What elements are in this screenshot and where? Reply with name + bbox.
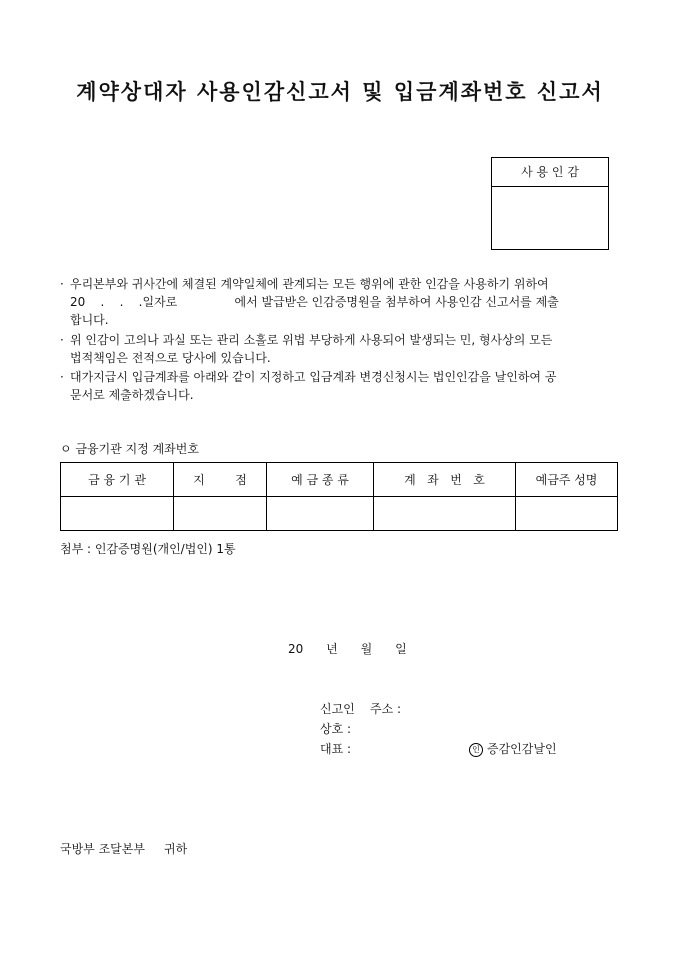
reporter-address-label: 신고인 주소 : <box>320 702 402 716</box>
addressee: 국방부 조달본부 귀하 <box>60 842 188 856</box>
paragraph-3-line-2: 문서로 제출하겠습니다. <box>70 388 194 402</box>
paragraph-1-text-1: 우리본부와 귀사간에 체결된 계약일체에 관계되는 모든 행위에 관한 인감을 사용하기 위하여 <box>70 277 549 291</box>
deposit-type-cell[interactable] <box>267 497 374 531</box>
paragraph-3 <box>60 368 620 404</box>
account-section-label: ㅇ 금융기관 지정 계좌번호 <box>60 442 199 456</box>
seal-mark-icon: 인 <box>469 743 483 757</box>
document-title: 계약상대자 사용인감신고서 및 입금계좌번호 신고서 <box>76 79 604 104</box>
paragraph-1-line-2: 20 . . .일자로 에서 발급받은 인감증명원을 첨부하여 사용인감 신고서를 제출 <box>70 295 559 309</box>
account-table-input-row <box>61 497 618 531</box>
branch-cell[interactable] <box>174 497 267 531</box>
paragraph-3-text-1: 대가지급시 입금계좌를 아래와 같이 지정하고 입금계좌 변경신청시는 법인인감을 날인하여 공 <box>70 370 557 384</box>
paragraph-2-text-1: 위 인감이 고의나 과실 또는 관리 소홀로 위법 부당하게 사용되어 발생되는 민, 형사상의 모든 <box>70 333 553 347</box>
representative-label: 대표 : <box>320 742 352 756</box>
paragraph-2-line-1 <box>60 331 620 349</box>
paragraph-1 <box>60 275 620 329</box>
header-bank: 금 융 기 관 <box>61 463 174 497</box>
paragraph-1-line-3: 합니다. <box>70 313 109 327</box>
seal-box <box>491 157 609 250</box>
stamp-note <box>469 740 557 757</box>
company-name-label: 상호 : <box>320 722 352 736</box>
date-line: 20 년 월 일 <box>288 642 407 656</box>
stamp-text: 증감인감날인 <box>487 742 557 756</box>
paragraph-2 <box>60 331 620 367</box>
bullet-mark: · <box>60 333 64 347</box>
account-table <box>60 462 618 531</box>
paragraph-2-line-2: 법적책임은 전적으로 당사에 있습니다. <box>70 351 271 365</box>
account-table-header-row <box>61 463 618 497</box>
bullet-mark: · <box>60 277 64 291</box>
header-holder-name: 예금주 성명 <box>516 463 618 497</box>
header-account-number: 계 좌 번 호 <box>374 463 516 497</box>
account-number-cell[interactable] <box>374 497 516 531</box>
seal-box-header: 사 용 인 감 <box>492 158 608 187</box>
bullet-mark: · <box>60 370 64 384</box>
paragraph-3-line-1 <box>60 368 620 386</box>
holder-name-cell[interactable] <box>516 497 618 531</box>
attachment-note: 첨부 : 인감증명원(개인/법인) 1통 <box>60 542 236 556</box>
bank-cell[interactable] <box>61 497 174 531</box>
paragraph-1-line-1 <box>60 275 620 293</box>
header-branch: 지 점 <box>174 463 267 497</box>
header-deposit-type: 예 금 종 류 <box>267 463 374 497</box>
